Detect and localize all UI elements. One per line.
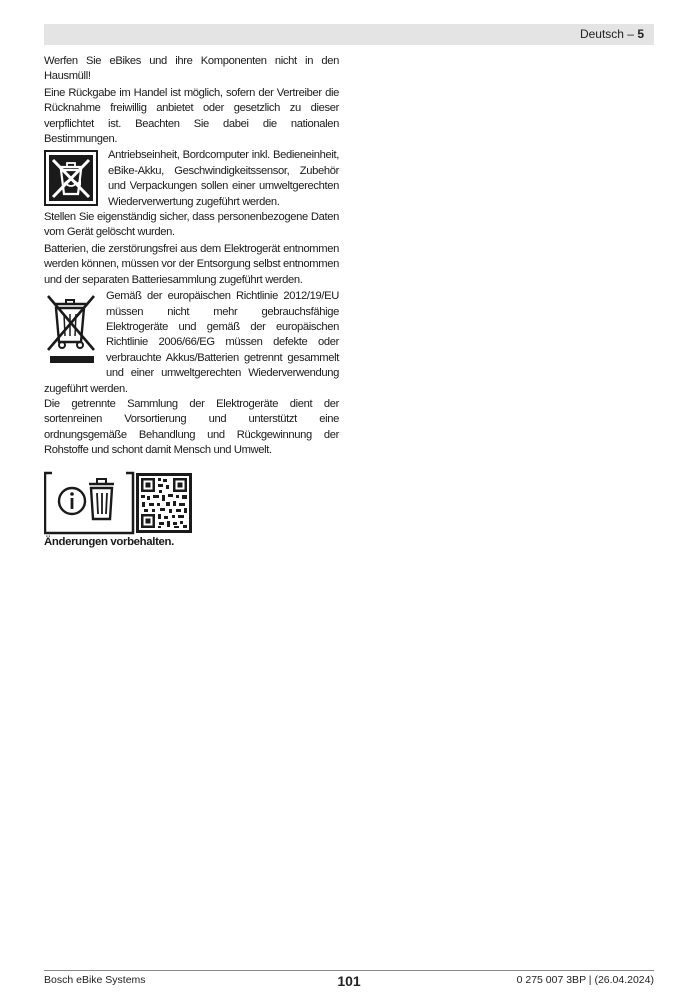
paragraph-separate-collection: Die getrennte Sammlung der Elektrogeräte dient der sortenreinen Vorsortierung und unterstützt eine ordnungsgemäße Behandlung und Rückgewinnung der Rohstoffe und schont damit Mensch und Umwelt.	[44, 397, 339, 457]
paragraph-batteries-removal: Batterien, die zerstörungsfrei aus dem Elektrogerät entnommen werden können, müssen vor der Entsorgung selbst entnommen und der separaten Batteriesammlung zugeführt werden.	[44, 242, 339, 286]
footer-document-code: 0 275 007 3BP | (26.04.2024)	[516, 974, 654, 986]
disposal-info-box	[44, 471, 339, 535]
page-footer	[44, 970, 654, 991]
header-page-number: 5	[637, 27, 644, 41]
crossed-out-wheelie-bin-icon	[44, 290, 102, 370]
no-household-waste-icon	[44, 150, 98, 206]
text-column	[44, 54, 339, 551]
header-language: Deutsch	[579, 27, 624, 41]
footer-company: Bosch eBike Systems	[44, 974, 146, 986]
recycling-notice	[44, 148, 339, 210]
changes-reserved-note: Änderungen vorbehalten.	[44, 535, 174, 548]
header-text	[580, 27, 644, 41]
paragraph-components-recycling: Antriebseinheit, Bordcomputer inkl. Bedieneinheit, eBike-Akku, Geschwindigkeitssensor, Zubehör und Verpackungen sollen einer umweltgerechten Wiederverwertung zugeführt werden.	[108, 149, 339, 208]
weee-notice	[44, 289, 339, 397]
trash-bin-icon	[89, 479, 114, 519]
paragraph-eu-directive: Gemäß der europäischen Richtlinie 2012/19/EU müssen nicht mehr gebrauchsfähige Elektrogeräte und gemäß der europäischen Richtlinie 2006/66/EG müssen defekte oder verbrauchte Akkus/Batterien getrennt gesammelt und einer umweltgerechten Wiederverwendung zugeführt werden.	[44, 290, 339, 395]
page-header	[44, 24, 654, 45]
qr-code	[136, 473, 192, 533]
footer-page-number: 101	[337, 973, 361, 989]
paragraph-return-retail: Eine Rückgabe im Handel ist möglich, sofern der Vertreiber die Rücknahme freiwillig anbietet oder gesetzlich zu dieser verpflichtet ist. Beachten Sie dabei die nationalen Bestimmungen.	[44, 86, 339, 146]
header-separator: –	[623, 27, 638, 41]
disposal-info-graphic	[44, 471, 194, 535]
paragraph-personal-data: Stellen Sie eigenständig sicher, dass personenbezogene Daten vom Gerät gelöscht wurden.	[44, 211, 339, 239]
paragraph-no-household-waste: Werfen Sie eBikes und ihre Komponenten nicht in den Hausmüll!	[44, 55, 339, 83]
